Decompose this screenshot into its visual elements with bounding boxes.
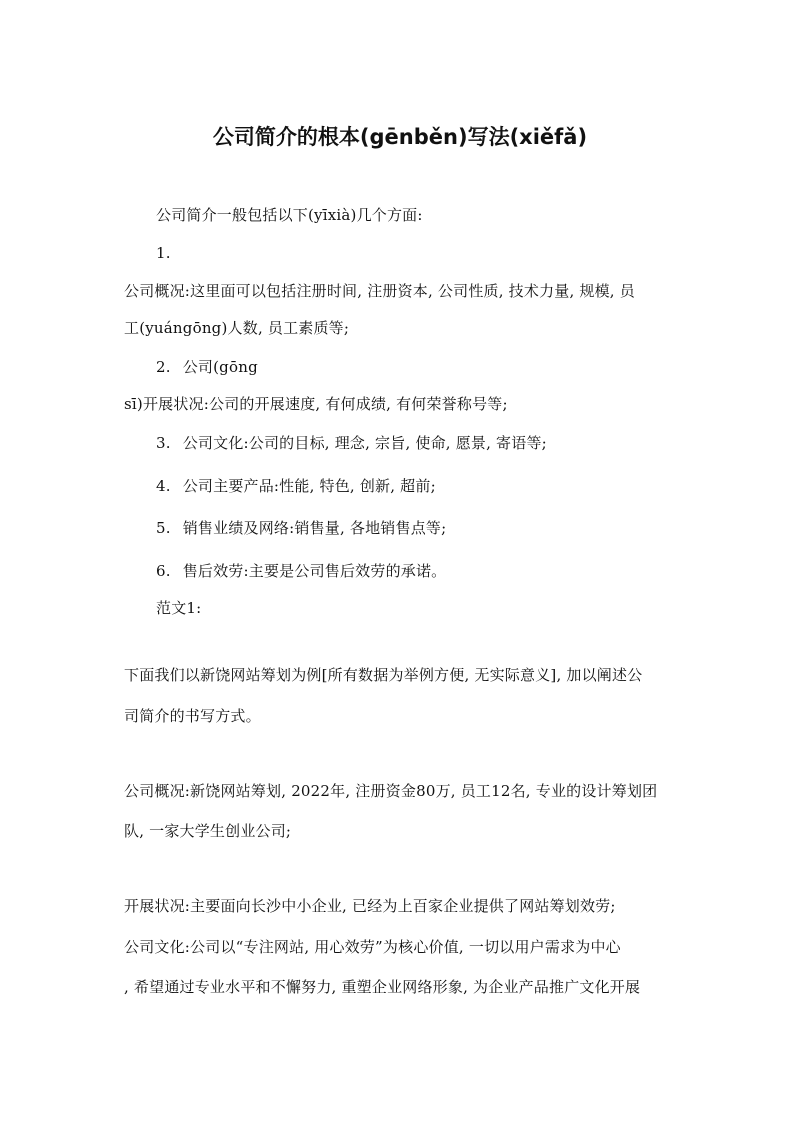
list-item-2 xyxy=(156,356,258,378)
paragraph-line: , 希望通过专业水平和不懈努力, 重塑企业网络形象, 为企业产品推广文化开展 xyxy=(124,978,641,996)
paragraph-line: 公司文化:公司以“专注网站, 用心效劳”为核心价值, 一切以用户需求为中心 xyxy=(124,938,621,956)
paragraph-line: 公司概况:新饶网站筹划, 2022年, 注册资金80万, 员工12名, 专业的设计筹划团 xyxy=(124,782,658,800)
paragraph-line: 下面我们以新饶网站筹划为例[所有数据为举例方便, 无实际意义], 加以阐述公 xyxy=(124,666,643,684)
list-text: 销售业绩及网络:销售量, 各地销售点等; xyxy=(182,519,447,537)
list-item-3 xyxy=(156,432,547,454)
list-text: 售后效劳:主要是公司售后效劳的承诺。 xyxy=(182,562,447,580)
list-number: 1. xyxy=(156,244,171,262)
paragraph-line: 司简介的书写方式。 xyxy=(124,707,261,725)
list-number: 5. xyxy=(156,519,171,537)
example-heading: 范文1: xyxy=(156,599,202,617)
list-item-1-text: 公司概况:这里面可以包括注册时间, 注册资本, 公司性质, 技术力量, 规模, 员 xyxy=(124,282,635,300)
list-item-2-cont: sī)开展状况:公司的开展速度, 有何成绩, 有何荣誉称号等; xyxy=(124,395,508,413)
document-title: 公司简介的根本(gēnběn)写法(xiěfǎ) xyxy=(212,125,588,149)
list-item-5 xyxy=(156,517,446,539)
list-item-6 xyxy=(156,560,446,582)
list-item-4 xyxy=(156,475,436,497)
list-number: 4. xyxy=(156,477,171,495)
list-item-1-text-cont: 工(yuángōng)人数, 员工素质等; xyxy=(124,319,350,337)
list-item-1 xyxy=(156,242,183,264)
list-number: 6. xyxy=(156,562,171,580)
list-text: 公司(gōng xyxy=(182,358,258,376)
list-text: 公司主要产品:性能, 特色, 创新, 超前; xyxy=(182,477,436,495)
paragraph-line: 队, 一家大学生创业公司; xyxy=(124,822,292,840)
list-number: 3. xyxy=(156,434,171,452)
list-text: 公司文化:公司的目标, 理念, 宗旨, 使命, 愿景, 寄语等; xyxy=(182,434,547,452)
paragraph-line: 开展状况:主要面向长沙中小企业, 已经为上百家企业提供了网站筹划效劳; xyxy=(124,897,616,915)
list-number: 2. xyxy=(156,358,171,376)
intro-line: 公司简介一般包括以下(yīxià)几个方面: xyxy=(156,206,423,224)
